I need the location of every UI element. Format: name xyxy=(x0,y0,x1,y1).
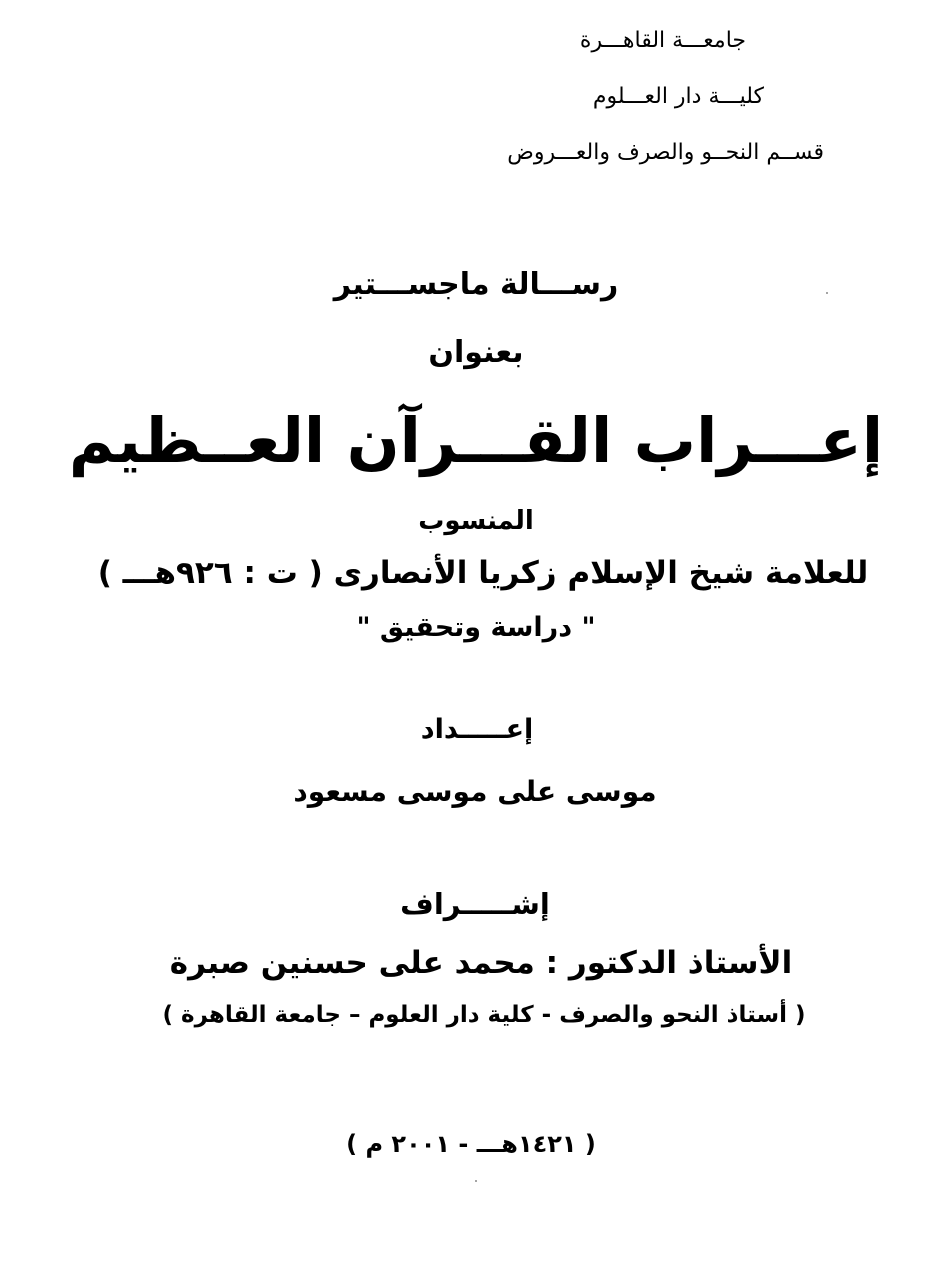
preparation-label: إعـــــداد xyxy=(420,714,534,745)
university-name: جامعـــة القاهـــرة xyxy=(579,28,746,53)
thesis-type: رســـالة ماجســـتير xyxy=(333,267,619,302)
student-name: موسى على موسى مسعود xyxy=(293,775,657,808)
attributed-label: المنسوب xyxy=(418,506,534,536)
scan-speck xyxy=(826,292,828,294)
thesis-title: إعـــراب القـــرآن العــظيم xyxy=(68,404,884,477)
thesis-date: ( ١٤٢١هـــ - ٢٠٠١ م ) xyxy=(346,1130,596,1158)
supervisor-affiliation: ( أستاذ النحو والصرف - كلية دار العلوم – جامعة القاهرة ) xyxy=(162,1002,806,1028)
department-name: قســم النحــو والصرف والعـــروض xyxy=(507,140,824,165)
title-intro: بعنوان xyxy=(428,335,524,370)
supervision-label: إشـــــراف xyxy=(400,887,550,921)
faculty-name: كليـــة دار العـــلوم xyxy=(592,84,764,109)
study-note: " دراسة وتحقيق " xyxy=(356,612,596,643)
scan-speck xyxy=(475,1180,477,1182)
original-author: للعلامة شيخ الإسلام زكريا الأنصارى ( ت : ٩٢٦هـــ ) xyxy=(97,555,869,591)
supervisor-name: الأستاذ الدكتور : محمد على حسنين صبرة xyxy=(169,945,793,981)
